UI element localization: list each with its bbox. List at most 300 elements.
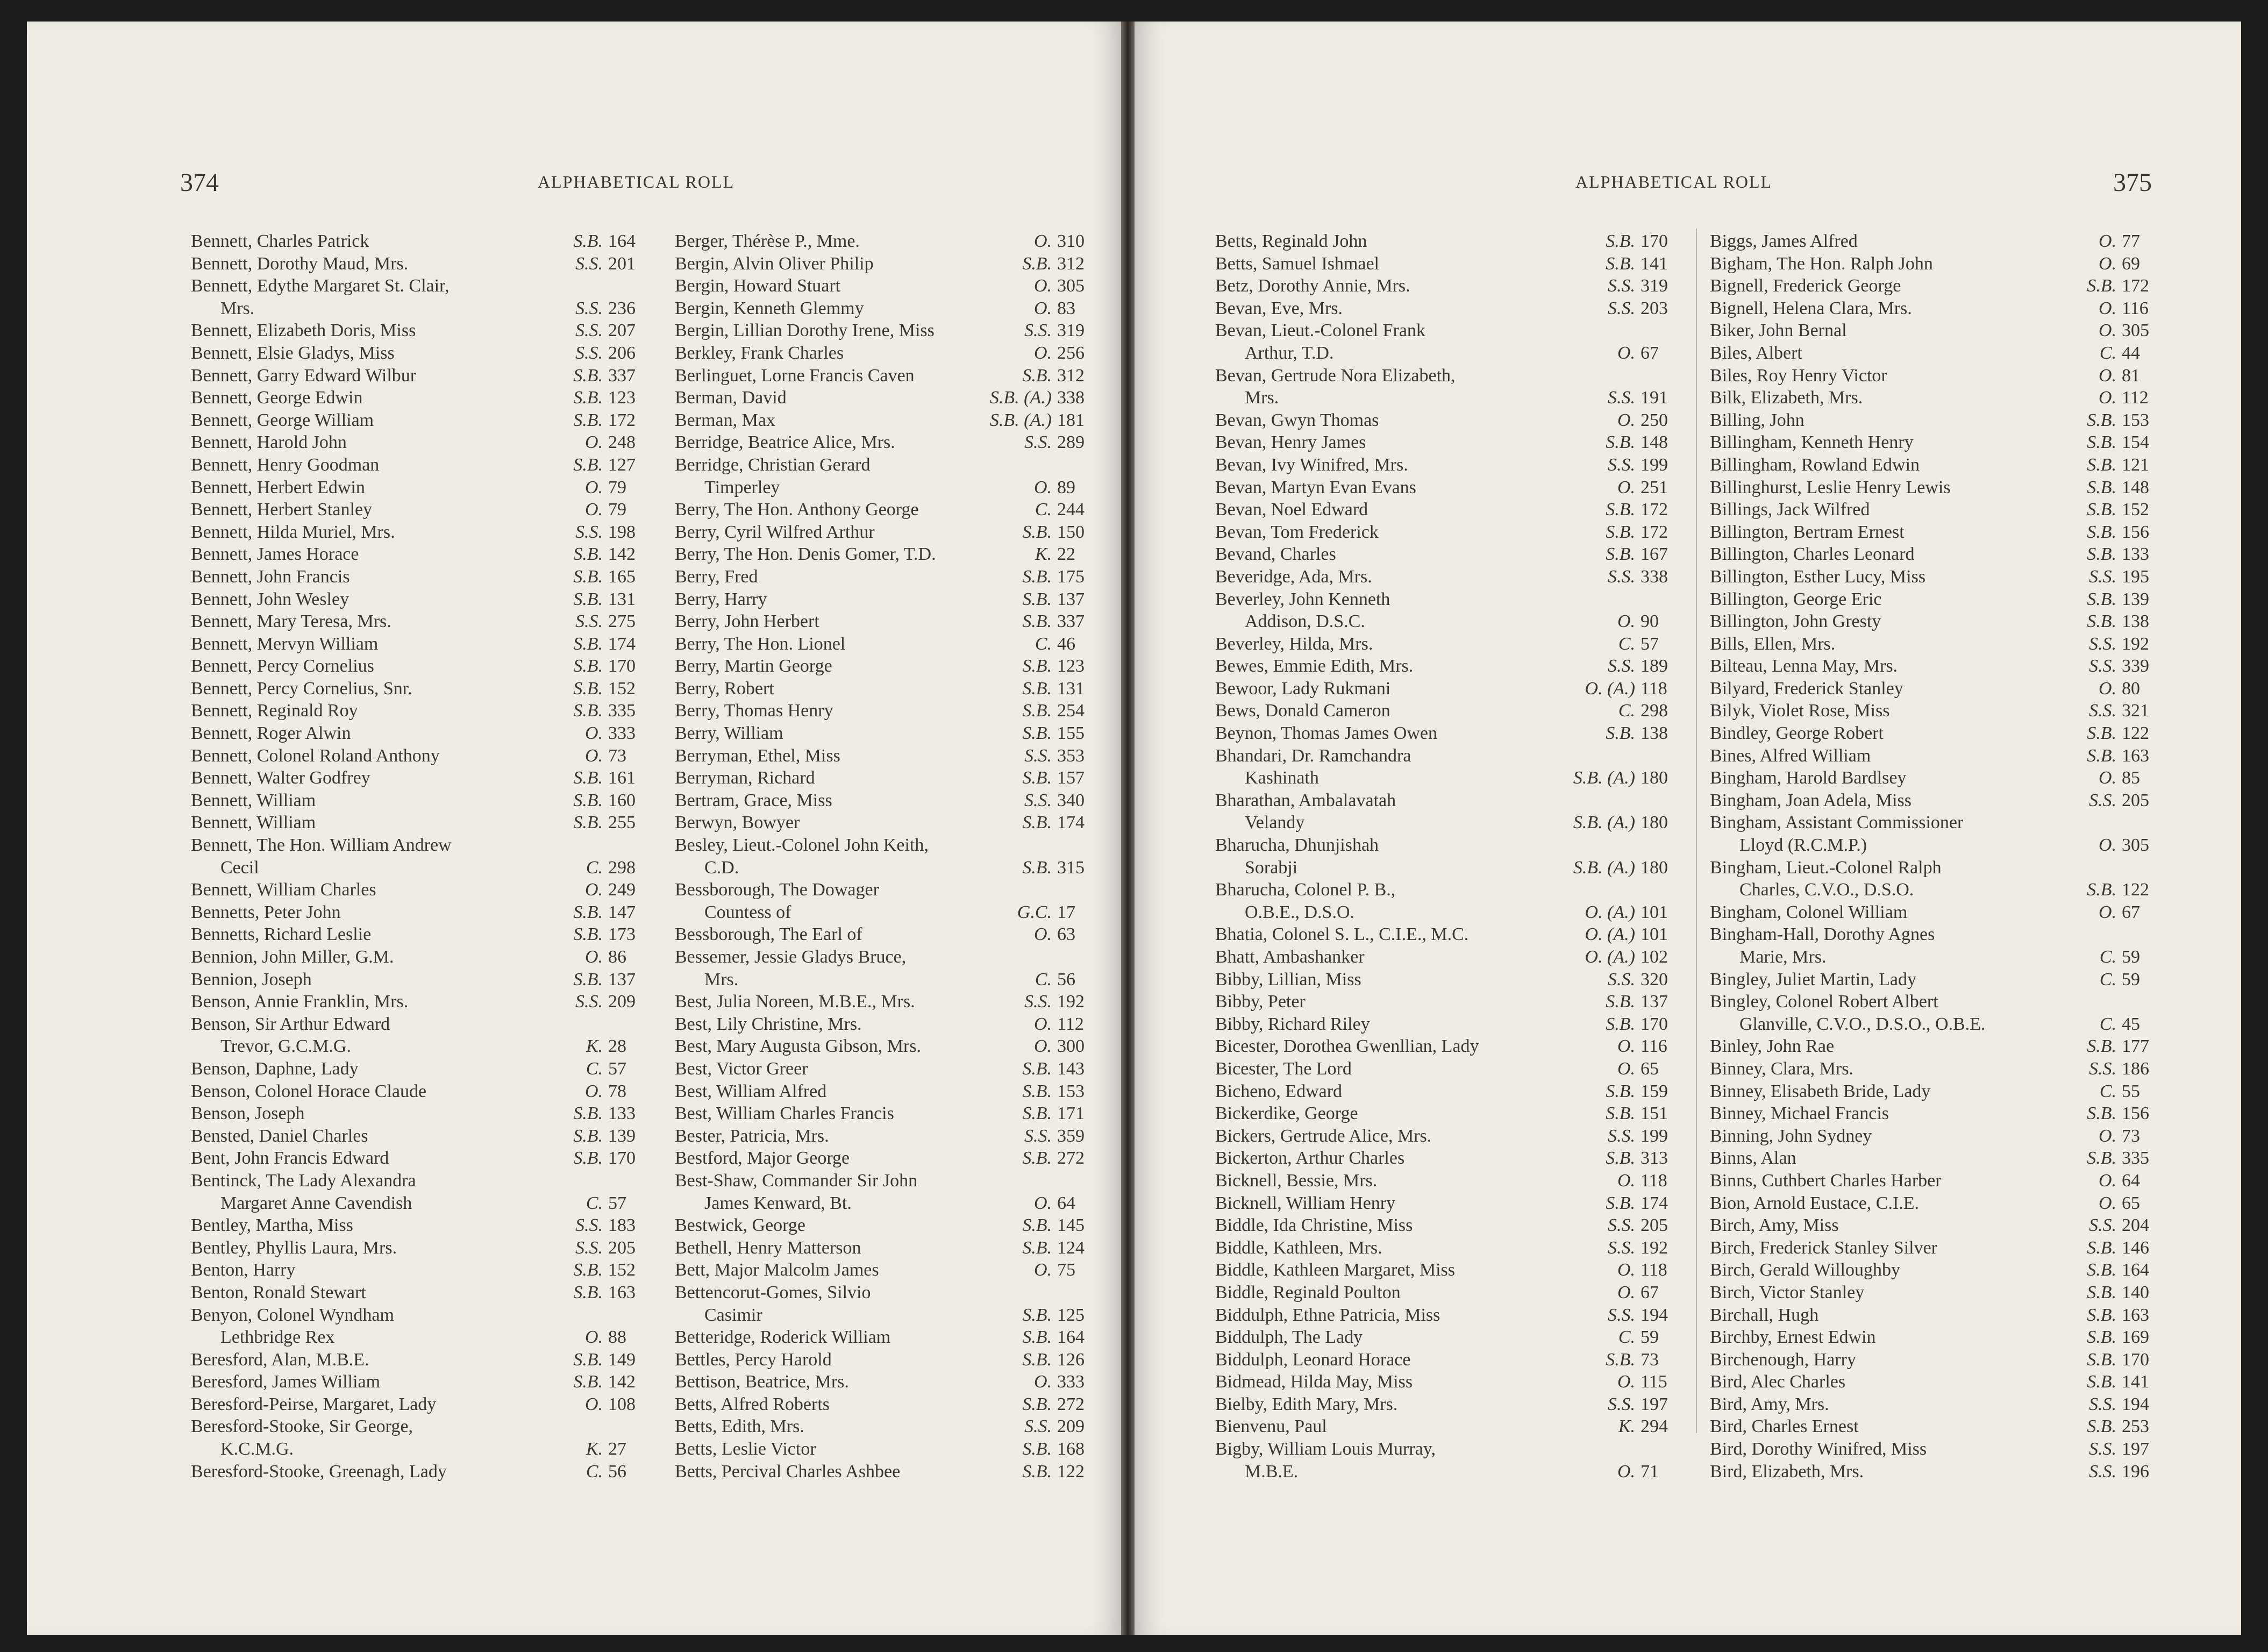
entry-name: Bienvenu, Paul [1215,1416,1327,1437]
roll-entry [1710,969,2162,991]
entry-name: Bettison, Beatrice, Mrs. [675,1372,849,1392]
entry-class: C. [586,857,603,878]
entry-class: S.B. [573,410,603,430]
entry-page-ref: 172 [2122,276,2149,296]
roll-entry [675,499,1097,521]
entry-page-ref: 156 [2122,1103,2149,1124]
entry-class: O. [1033,343,1052,363]
entry-class: S.S. [1608,298,1635,318]
entry-name: Bettles, Percy Harold [675,1349,832,1370]
entry-name: Berman, David [675,388,787,408]
entry-page-ref: 55 [2122,1081,2140,1101]
entry-page-ref: 194 [1641,1305,1668,1325]
entry-name: Bennett, Colonel Roland Anthony [191,745,440,766]
entry-class: S.B. [1606,1014,1635,1034]
entry-page-ref: 83 [1057,298,1075,318]
entry-name: Bicester, The Lord [1215,1058,1352,1079]
roll-entry [1215,655,1680,678]
entry-name-continued: Cecil [220,857,259,878]
entry-class: S.B. [2087,1327,2116,1348]
entry-name: Birchall, Hugh [1710,1305,1819,1325]
entry-name: Binley, John Rae [1710,1036,1835,1057]
entry-class: O. [584,723,603,744]
roll-entry [675,1259,1097,1281]
roll-entry [1215,633,1680,656]
entry-column [191,230,648,1483]
entry-class: S.B. [1606,1148,1635,1169]
roll-entry [1710,431,2162,454]
roll-entry [1710,811,2162,856]
entry-page-ref: 75 [1057,1260,1075,1280]
entry-name-continued: Trevor, G.C.M.G. [220,1036,351,1057]
entry-name: Bevand, Charles [1215,544,1336,565]
entry-class: S.B. [1022,1237,1052,1258]
entry-page-ref: 138 [2122,611,2149,632]
roll-entry [1215,1281,1680,1304]
roll-entry [675,253,1097,275]
entry-class: S.B. [1022,1103,1052,1124]
entry-page-ref: 164 [2122,1260,2149,1280]
entry-class: S.B. [573,1103,603,1124]
entry-name: Billington, Esther Lucy, Miss [1710,566,1926,587]
entry-name: Bensted, Daniel Charles [191,1126,368,1146]
entry-page-ref: 142 [608,544,636,565]
roll-entry [1215,1102,1680,1125]
roll-entry [191,1170,648,1214]
entry-class: S.S. [1608,1126,1635,1146]
entry-class: O. [1617,343,1635,363]
entry-page-ref: 312 [1057,253,1085,274]
entry-class: C. [586,1193,603,1213]
entry-name: Bibby, Richard Riley [1215,1014,1370,1034]
entry-name-continued: Charles, C.V.O., D.S.O. [1739,880,1914,900]
entry-page-ref: 122 [2122,880,2149,900]
entry-class: K. [586,1036,603,1057]
page-number: 374 [180,168,219,197]
entry-name: Billington, Bertram Ernest [1710,522,1905,542]
entry-class: S.B. [1022,566,1052,587]
entry-page-ref: 310 [1057,231,1085,251]
entry-class: S.S. [575,343,603,363]
roll-entry [675,1461,1097,1483]
roll-entry [1215,1415,1680,1438]
entry-column [1710,230,2162,1483]
entry-class: C. [1035,969,1052,989]
entry-class: O. [2098,678,2116,699]
entry-class: C. [2099,1014,2116,1034]
roll-entry [1710,1349,2162,1371]
entry-name: Bickers, Gertrude Alice, Mrs. [1215,1126,1432,1146]
entry-name: Bhandari, Dr. Ramchandra [1215,745,1411,766]
entry-name: Beresford, James William [191,1372,381,1392]
roll-entry [675,319,1097,342]
entry-class: S.B. [1022,253,1052,274]
entry-name: Bevan, Martyn Evan Evans [1215,477,1416,497]
entry-page-ref: 153 [1057,1081,1085,1101]
roll-entry [1215,1125,1680,1148]
entry-name: Berry, William [675,723,783,744]
entry-class: S.B. [2087,477,2116,497]
entry-class: K. [1618,1416,1635,1437]
entry-name: Benson, Daphne, Lady [191,1058,359,1079]
entry-name: Beverley, Hilda, Mrs. [1215,633,1373,654]
entry-name: Biker, John Bernal [1710,321,1847,341]
entry-class: S.B. [1022,589,1052,609]
entry-name: Biddulph, The Lady [1215,1327,1363,1348]
entry-class: K. [1035,544,1052,565]
entry-name-continued: Velandy [1245,813,1305,833]
entry-page-ref: 123 [608,388,636,408]
roll-entry [1215,1192,1680,1215]
entry-class: C. [2099,343,2116,363]
entry-page-ref: 305 [2122,321,2149,341]
roll-entry [675,946,1097,991]
entry-class: O. [1617,1282,1635,1302]
entry-page-ref: 339 [2122,656,2149,677]
entry-page-ref: 123 [1057,656,1085,677]
roll-entry [675,1281,1097,1326]
entry-page-ref: 338 [1641,566,1668,587]
roll-entry [1710,230,2162,253]
entry-page-ref: 150 [1057,522,1085,542]
entry-name-continued: Marie, Mrs. [1739,947,1827,967]
entry-page-ref: 112 [1057,1014,1084,1034]
entry-page-ref: 170 [1641,1014,1668,1034]
entry-page-ref: 122 [1057,1461,1085,1482]
entry-page-ref: 248 [608,432,636,453]
entry-class: S.B. [1022,1305,1052,1325]
entry-name: Bentinck, The Lady Alexandra [191,1170,416,1191]
entry-class: O. [1617,1058,1635,1079]
entry-class: S.S. [1024,745,1052,766]
entry-class: S.S. [1608,1215,1635,1236]
entry-name: Bennett, Roger Alwin [191,723,351,744]
entry-class: S.B. [1606,1081,1635,1101]
entry-page-ref: 275 [608,611,636,632]
entry-page-ref: 175 [1057,566,1085,587]
entry-name: Bird, Elizabeth, Mrs. [1710,1461,1864,1482]
roll-entry [675,1080,1097,1103]
entry-class: S.B. [573,454,603,475]
roll-entry [191,365,648,387]
roll-entry [675,543,1097,566]
entry-page-ref: 298 [608,857,636,878]
roll-entry [191,566,648,588]
roll-entry [675,1013,1097,1036]
roll-entry [191,1080,648,1103]
entry-page-ref: 272 [1057,1148,1085,1169]
roll-entry [1215,409,1680,432]
entry-name: Bergin, Kenneth Glemmy [675,298,864,318]
entry-class: O. [2098,768,2116,788]
entry-name: Bevan, Gertrude Nora Elizabeth, [1215,365,1456,386]
entry-name: Bennett, Percy Cornelius, Snr. [191,678,412,699]
entry-page-ref: 133 [2122,544,2149,565]
entry-name: Bergin, Howard Stuart [675,276,841,296]
entry-class: S.B. [1022,365,1052,386]
entry-class: S.B. [1606,1349,1635,1370]
entry-page-ref: 174 [608,633,636,654]
entry-page-ref: 137 [1641,992,1668,1012]
entry-page-ref: 209 [1057,1416,1085,1437]
roll-entry [1710,365,2162,387]
roll-entry [1710,342,2162,365]
entry-class: S.B. [1022,1215,1052,1236]
roll-entry [1215,1013,1680,1036]
roll-entry [191,454,648,476]
entry-class: C. [1618,701,1635,721]
entry-name: Bennett, Mary Teresa, Mrs. [191,611,391,632]
entry-name: Bines, Alfred William [1710,745,1871,766]
entry-class: S.B. [573,1260,603,1280]
roll-entry [1710,991,2162,1035]
entry-class: O. [1033,276,1052,296]
roll-entry [675,610,1097,633]
roll-entry [675,655,1097,678]
entry-name: Bennett, Elizabeth Doris, Miss [191,321,416,341]
entry-class: O. [2098,298,2116,318]
entry-page-ref: 79 [608,500,626,520]
entry-class: S.S. [1608,1305,1635,1325]
entry-page-ref: 59 [2122,947,2140,967]
roll-entry [675,297,1097,320]
roll-entry [191,431,648,454]
entry-name-continued: Countess of [704,902,791,922]
entry-page-ref: 88 [608,1327,626,1348]
entry-page-ref: 141 [1641,253,1668,274]
entry-name: Birch, Frederick Stanley Silver [1710,1237,1938,1258]
entry-class: S.B. [2087,454,2116,475]
entry-name: Bharathan, Ambalavatah [1215,790,1396,810]
running-head: ALPHABETICAL ROLL [538,172,735,191]
entry-name: Berry, The Hon. Denis Gomer, T.D. [675,544,936,565]
entry-name: Bingley, Juliet Martin, Lady [1710,969,1917,989]
entry-name: Bills, Ellen, Mrs. [1710,633,1836,654]
entry-name: Bird, Charles Ernest [1710,1416,1859,1437]
entry-name: Bingham, Assistant Commissioner [1710,813,1964,833]
entry-page-ref: 337 [608,365,636,386]
entry-page-ref: 143 [1057,1058,1085,1079]
entry-page-ref: 127 [608,454,636,475]
roll-entry [1710,543,2162,566]
entry-name-continued: K.C.M.G. [220,1439,294,1459]
entry-name: Best-Shaw, Commander Sir John [675,1170,918,1191]
entry-page-ref: 180 [1641,768,1668,788]
roll-entry [191,253,648,275]
entry-class: S.S. [1608,969,1635,989]
roll-entry [1215,722,1680,745]
entry-class: O. [1617,611,1635,632]
entry-page-ref: 152 [608,678,636,699]
entry-name: Binning, John Sydney [1710,1126,1872,1146]
entry-name: Bevan, Henry James [1215,432,1366,453]
entry-name: Bett, Major Malcolm James [675,1260,879,1280]
entry-name: Bion, Arnold Eustace, C.I.E. [1710,1193,1920,1213]
entry-name: Berman, Max [675,410,775,430]
roll-entry [1710,1214,2162,1237]
entry-name: Bilteau, Lenna May, Mrs. [1710,656,1898,677]
entry-class: O. [584,745,603,766]
entry-name: Bingham, Lieut.-Colonel Ralph [1710,857,1942,878]
roll-entry [675,1035,1097,1058]
roll-entry [1215,1393,1680,1416]
entry-name: Bennett, Charles Patrick [191,231,369,251]
entry-class: S.B. [573,633,603,654]
entry-page-ref: 163 [2122,745,2149,766]
roll-entry [675,700,1097,722]
column-divider [1696,229,1697,1433]
entry-class: S.S. [1608,454,1635,475]
roll-entry [1215,1237,1680,1259]
entry-class: S.B. [2087,745,2116,766]
entry-name: Biddle, Kathleen Margaret, Miss [1215,1260,1456,1280]
roll-entry [675,991,1097,1013]
entry-name: Berry, Harry [675,589,767,609]
roll-entry [675,879,1097,923]
roll-entry [675,1415,1097,1438]
entry-name: Best, Julia Noreen, M.B.E., Mrs. [675,992,915,1012]
roll-entry [191,521,648,544]
running-head: ALPHABETICAL ROLL [1575,172,1773,191]
entry-page-ref: 77 [2122,231,2140,251]
roll-entry [1215,521,1680,544]
roll-entry [675,767,1097,789]
roll-entry [1215,297,1680,320]
entry-class: S.B. [573,1126,603,1146]
entry-class: S.S. [575,992,603,1012]
roll-entry [675,1349,1097,1371]
entry-class: O. [2098,1193,2116,1213]
roll-entry [1710,610,2162,633]
entry-page-ref: 141 [2122,1372,2149,1392]
entry-page-ref: 151 [1641,1103,1668,1124]
entry-page-ref: 45 [2122,1014,2140,1034]
entry-name: Betts, Percival Charles Ashbee [675,1461,901,1482]
entry-page-ref: 137 [608,969,636,989]
roll-entry [675,834,1097,879]
entry-class: S.B. (A.) [1573,813,1635,833]
entry-page-ref: 153 [2122,410,2149,430]
entry-name: Berry, The Hon. Lionel [675,633,846,654]
entry-class: C. [2099,969,2116,989]
entry-name: Bennett, Garry Edward Wilbur [191,365,417,386]
entry-page-ref: 89 [1057,477,1075,497]
entry-page-ref: 156 [2122,522,2149,542]
entry-name: Bignell, Frederick George [1710,276,1901,296]
entry-page-ref: 122 [2122,723,2149,744]
entry-name: Benton, Ronald Stewart [191,1282,366,1302]
entry-name: Best, Lily Christine, Mrs. [675,1014,862,1034]
entry-name: Bennett, William [191,790,316,810]
entry-page-ref: 102 [1641,947,1668,967]
entry-page-ref: 101 [1641,902,1668,922]
entry-class: S.S. [1024,321,1052,341]
roll-entry [675,1371,1097,1393]
entry-name: Bickerton, Arthur Charles [1215,1148,1405,1169]
entry-name: Billington, John Gresty [1710,611,1881,632]
roll-entry [675,566,1097,588]
entry-name: Billingham, Kenneth Henry [1710,432,1914,453]
entry-name: Benson, Colonel Horace Claude [191,1081,427,1101]
roll-entry [191,879,648,901]
entry-page-ref: 126 [1057,1349,1085,1370]
roll-entry [1710,1080,2162,1103]
entry-class: S.B. [2087,410,2116,430]
entry-page-ref: 254 [1057,701,1085,721]
entry-page-ref: 145 [1057,1215,1085,1236]
entry-name: Billinghurst, Leslie Henry Lewis [1710,477,1951,497]
entry-name: Bennett, Hilda Muriel, Mrs. [191,522,395,542]
entry-name-continued: Margaret Anne Cavendish [220,1193,412,1213]
entry-page-ref: 333 [608,723,636,744]
entry-name: Bennett, William Charles [191,880,376,900]
entry-class: S.B. [1022,1081,1052,1101]
entry-class: S.B. [1606,1193,1635,1213]
entry-class: S.S. [575,611,603,632]
entry-name: Bignell, Helena Clara, Mrs. [1710,298,1912,318]
roll-entry [1710,1125,2162,1148]
roll-entry [191,789,648,812]
entry-name: Beveridge, Ada, Mrs. [1215,566,1372,587]
roll-entry [191,811,648,834]
entry-name: Birch, Victor Stanley [1710,1282,1865,1302]
entry-class: S.S. [1608,276,1635,296]
entry-name: Betz, Dorothy Annie, Mrs. [1215,276,1410,296]
entry-class: S.S. [2089,633,2116,654]
entry-class: S.B. [573,544,603,565]
roll-entry [675,1125,1097,1148]
roll-entry [1710,923,2162,968]
entry-class: O. [584,477,603,497]
entry-class: S.B. [1606,231,1635,251]
entry-page-ref: 173 [608,924,636,945]
roll-entry [1215,1304,1680,1327]
entry-class: S.S. [2089,1394,2116,1414]
entry-name: Bharucha, Colonel P. B., [1215,880,1396,900]
entry-name: Benyon, Colonel Wyndham [191,1305,394,1325]
roll-entry [191,1393,648,1416]
roll-entry [675,633,1097,656]
entry-class: O. [584,432,603,453]
entry-name: Biles, Albert [1710,343,1802,363]
roll-entry [1215,1080,1680,1103]
entry-name: Bergin, Alvin Oliver Philip [675,253,874,274]
entry-class: S.B. [1022,1058,1052,1079]
entry-class: S.B. [1022,522,1052,542]
entry-class: C. [1035,633,1052,654]
entry-class: S.S. [575,321,603,341]
roll-entry [1710,1237,2162,1259]
roll-entry [191,678,648,700]
entry-class: S.B. [2087,432,2116,453]
roll-entry [191,655,648,678]
entry-class: S.B. [1606,500,1635,520]
entry-name: Bielby, Edith Mary, Mrs. [1215,1394,1398,1414]
entry-name: Bennett, Henry Goodman [191,454,380,475]
entry-page-ref: 170 [608,656,636,677]
entry-class: S.B. [2087,276,2116,296]
roll-entry [191,1237,648,1259]
entry-page-ref: 180 [1641,857,1668,878]
entry-name: Beresford-Stooke, Sir George, [191,1416,413,1437]
entry-class: S.B. [2087,544,2116,565]
roll-entry [191,1304,648,1349]
entry-name: Bevan, Noel Edward [1215,500,1368,520]
entry-name: Betteridge, Roderick William [675,1327,891,1348]
roll-entry [1710,700,2162,722]
entry-name: Besley, Lieut.-Colonel John Keith, [675,835,929,856]
entry-name: Biddulph, Ethne Patricia, Miss [1215,1305,1440,1325]
